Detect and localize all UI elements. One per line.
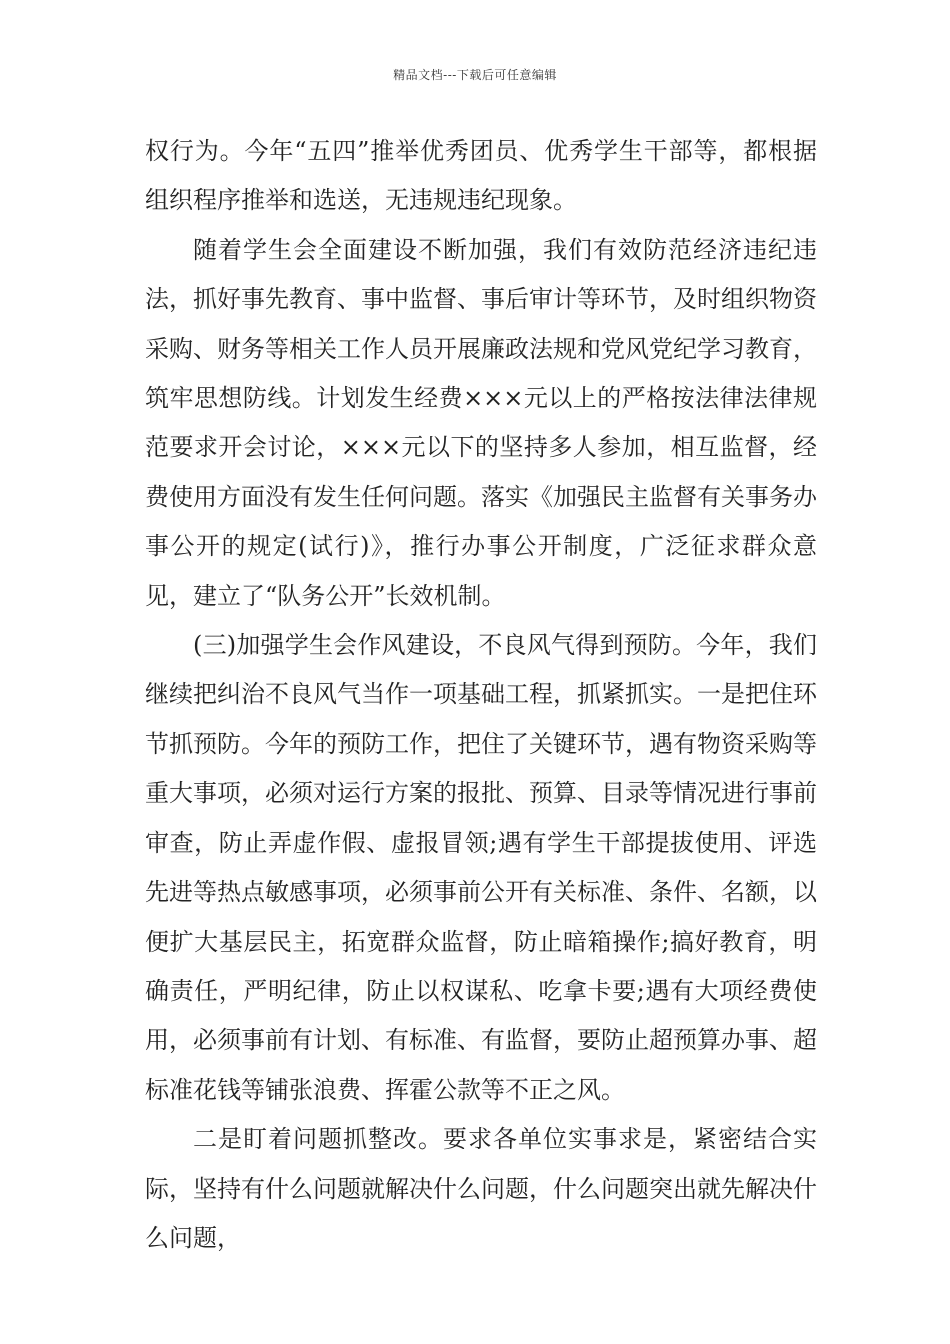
paragraph-finance-supervision: 随着学生会全面建设不断加强，我们有效防范经济违纪违法，抓好事先教育、事中监督、事后审计等环节，及时组织物资采购、财务等相关工作人员开展廉政法规和党风党纪学习教育，筑牢思想防线。计划发生经费×××元以上的严格按法律法律规范要求开会讨论，×××元以下的坚持多人参加，相互监督，经费使用方面没有发生任何问题。落实《加强民主监督有关事务办事公开的规定(试行)》，推行办事公开制度，广泛征求群众意见，建立了“队务公开”长效机制。 (145, 235, 817, 610)
paragraph-continuation: 权行为。今年“五四”推举优秀团员、优秀学生干部等，都根据组织程序推举和选送，无违规违纪现象。 (145, 137, 817, 215)
paragraph-rectification: 二是盯着问题抓整改。要求各单位实事求是，紧密结合实际，坚持有什么问题就解决什么问题，什么问题突出就先解决什么问题， (145, 1125, 817, 1252)
paragraph-work-style: (三)加强学生会作风建设，不良风气得到预防。今年，我们继续把纠治不良风气当作一项基础工程，抓紧抓实。一是把住环节抓预防。今年的预防工作，把住了关键环节，遇有物资采购等重大事项，必须对运行方案的报批、预算、目录等情况进行事前审查，防止弄虚作假、虚报冒领;遇有学生干部提拔使用、评选先进等热点敏感事项，必须事前公开有关标准、条件、名额，以便扩大基层民主，拓宽群众监督，防止暗箱操作;搞好教育，明确责任，严明纪律，防止以权谋私、吃拿卡要;遇有大项经费使用，必须事前有计划、有标准、有监督，要防止超预算办事、超标准花钱等铺张浪费、挥霍公款等不正之风。 (145, 631, 817, 1104)
document-body (145, 127, 817, 1263)
page-header: 精品文档---下载后可任意编辑 (393, 68, 557, 82)
